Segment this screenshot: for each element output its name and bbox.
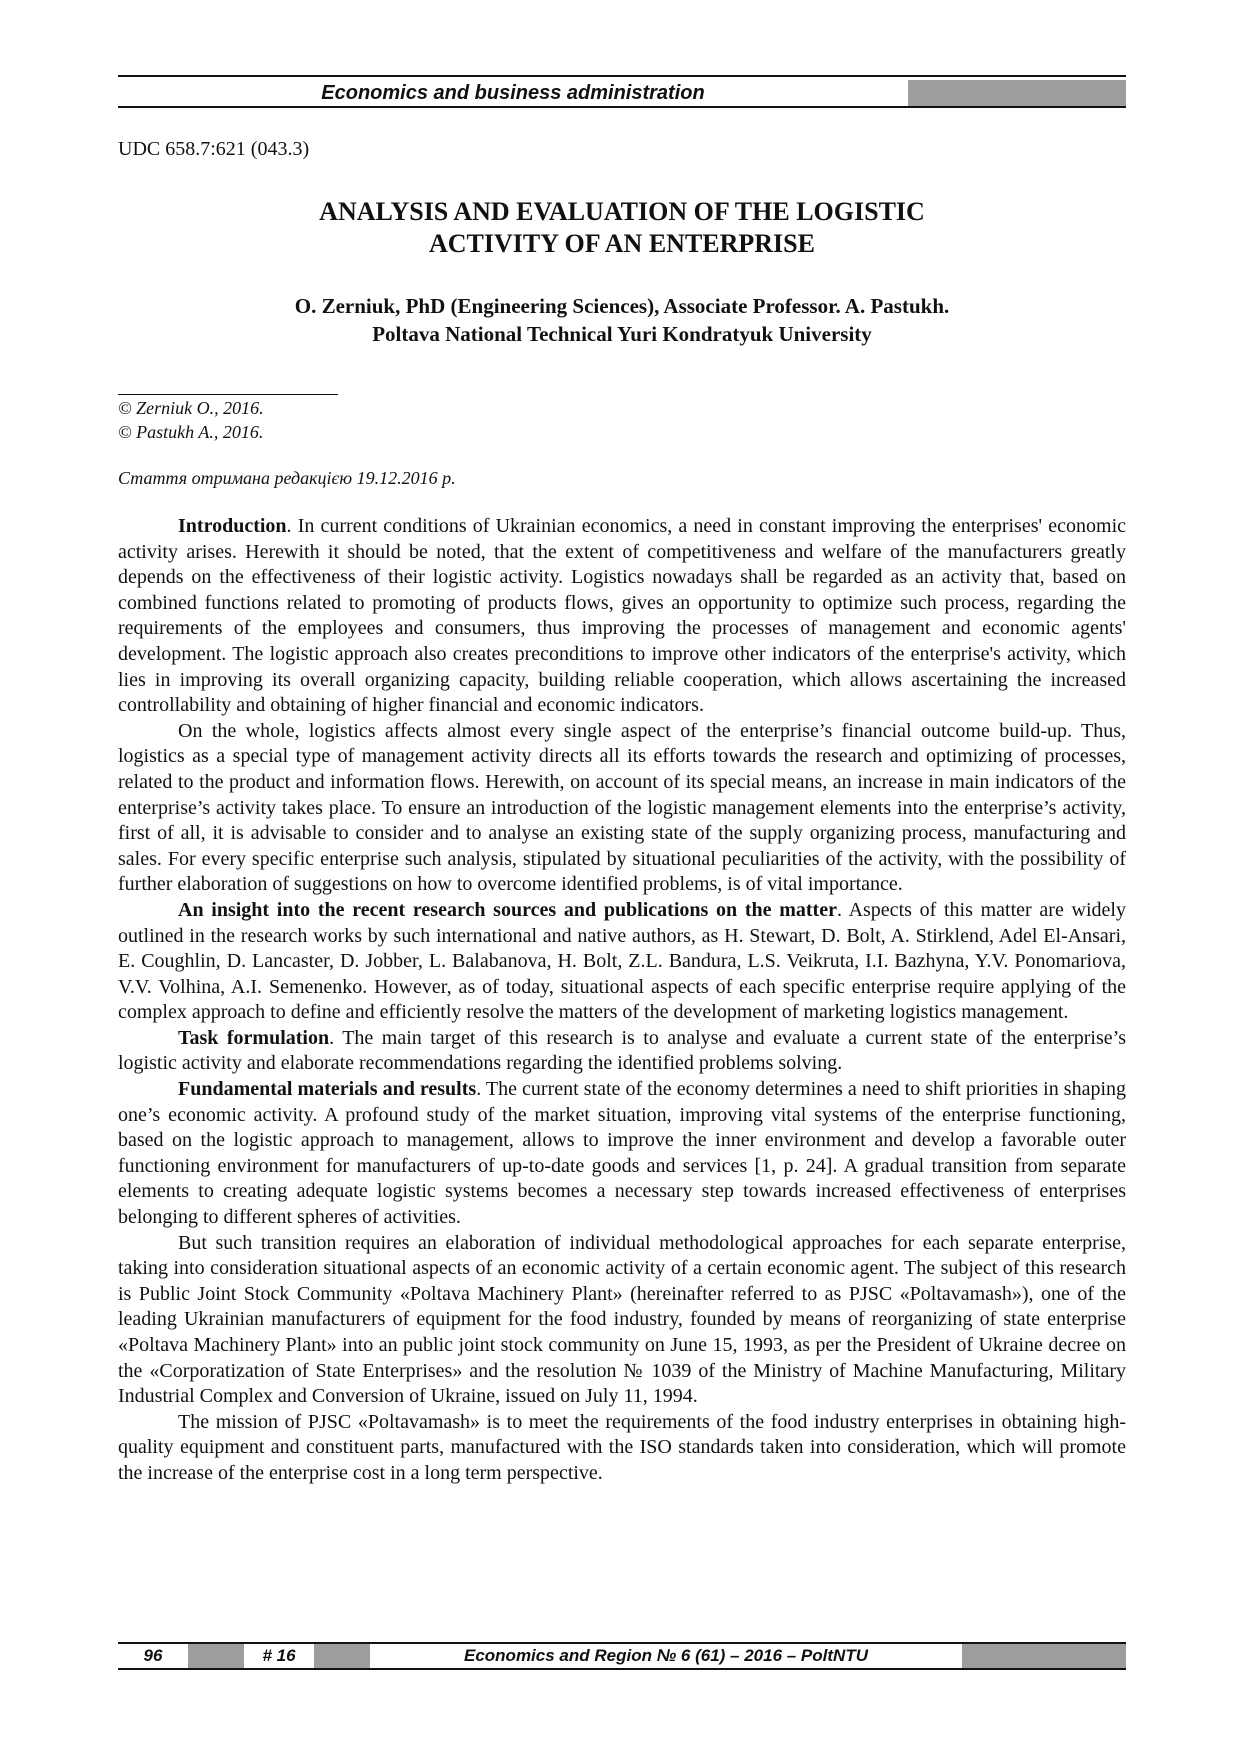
body-paragraph bbox=[118, 719, 1126, 898]
section-lead: Fundamental materials and results bbox=[178, 1078, 477, 1101]
paragraph-text: But such transition requires an elaboration of individual methodological approaches for each separate enterprise, taking into consideration situational aspects of an economic activity of a certain economic agent. The subject of this research is Public Joint Stock Community «Poltava Machinery Plant» (hereinafter referred to as PJSC «Poltavamash»), one of the leading Ukrainian manufacturers of equipment for the food industry, founded by means of reorganizing of state enterprise «Poltava Machinery Plant» into an public joint stock community on June 15, 1993, as per the President of Ukraine decree on the «Corporatization of State Enterprises» and the resolution № 1039 of the Ministry of Machine Manufacturing, Military Industrial Complex and Conversion of Ukraine, issued on July 11, 1994. bbox=[118, 1231, 1126, 1408]
section-lead: Task formulation bbox=[178, 1026, 330, 1049]
body-paragraph bbox=[118, 1410, 1126, 1487]
udc-code: UDC 658.7:621 (043.3) bbox=[118, 138, 310, 160]
paragraph-text: . The main target of this research is to analyse and evaluate a current state of the enterprise’s logistic activity and elaborate recommendations regarding the identified problems solving. bbox=[118, 1026, 1126, 1075]
paragraph-text: . In current conditions of Ukrainian economics, a need in constant improving the enterprises' economic activity arises. Herewith it should be noted, that the extent of competitiveness and welfare of the manufacturers greatly depends on the effectiveness of their logistic activity. Logistics nowadays shall be regarded as an activity that, based on combined functions related to promoting of products flows, gives an opportunity to optimize such process, regarding the requirements of the employees and consumers, thus improving the processes of management and economic agents' development. The logistic approach also creates preconditions to improve other indicators of the enterprise's activity, which lies in improving its overall organizing capacity, building reliable cooperation, which allows ascertaining the increased controllability and obtaining of higher financial and economic indicators. bbox=[118, 515, 1126, 717]
body-paragraph bbox=[118, 898, 1126, 1026]
body-paragraph bbox=[118, 1231, 1126, 1410]
body-paragraph bbox=[118, 514, 1126, 719]
journal-name: Economics and Region № 6 (61) – 2016 – PoltNTU bbox=[464, 1646, 868, 1665]
footer-shade-block bbox=[188, 1644, 244, 1668]
page-number: 96 bbox=[143, 1646, 163, 1665]
authors-line: O. Zerniuk, PhD (Engineering Sciences), Associate Professor. A. Pastukh. bbox=[294, 294, 950, 318]
article-title bbox=[118, 196, 1126, 260]
paragraph-text: The mission of PJSC «Poltavamash» is to meet the requirements of the food industry enterprises in obtaining high-quality equipment and constituent parts, manufactured with the ISO standards taken into consideration, which will promote the increase of the enterprise cost in a long term perspective. bbox=[118, 1410, 1126, 1484]
running-footer bbox=[118, 1642, 1126, 1670]
running-header bbox=[118, 80, 1126, 108]
section-lead: An insight into the recent research sources and publications on the matter bbox=[178, 898, 837, 921]
header-shade-block bbox=[908, 80, 1126, 106]
article-title-line: ACTIVITY OF AN ENTERPRISE bbox=[429, 229, 815, 258]
copyright-line: © Pastukh A., 2016. bbox=[118, 422, 264, 442]
received-date-note: Стаття отримана редакцією 19.12.2016 р. bbox=[118, 468, 456, 488]
paragraph-text: On the whole, logistics affects almost every single aspect of the enterprise’s financial outcome build-up. Thus, logistics as a special type of management activity directs all its efforts towards the research and optimizing of processes, related to the product and information flows. Herewith, on account of its special means, an increase in main indicators of the enterprise’s activity takes place. To ensure an introduction of the logistic management elements into the enterprise’s activity, first of all, it is advisable to consider and to analyse an existing state of the supply organizing process, manufacturing and sales. For every specific enterprise such analysis, stipulated by situational peculiarities of the activity, with the possibility of further elaboration of suggestions on how to overcome identified problems, is of vital importance. bbox=[118, 719, 1126, 896]
paragraph-text: . Aspects of this matter are widely outlined in the research works by such international and native authors, as H. Stewart, D. Bolt, A. Stirklend, Adel El-Ansari, E. Coughlin, D. Lancaster, D. Jobber, L. Balabanova, H. Bolt, Z.L. Bandura, L.S. Veikruta, I.I. Bazhyna, Y.V. Ponomariova, V.V. Volhina, A.I. Semenenko. However, as of today, situational aspects of each specific enterprise require applying of the complex approach to define and efficiently resolve the matters of the development of marketing logistics management. bbox=[118, 898, 1126, 1024]
footer-shade-block bbox=[314, 1644, 370, 1668]
issue-number: # 16 bbox=[262, 1646, 296, 1665]
copyright-line: © Zerniuk O., 2016. bbox=[118, 398, 264, 418]
paragraph-text: . The current state of the economy determines a need to shift priorities in shaping one’s economic activity. A profound study of the market situation, improving vital systems of the enterprise functioning, based on the logistic approach to management, allows to improve the inner environment and develop a favorable outer functioning environment for manufacturers of up-to-date goods and services [1, p. 24]. A gradual transition from separate elements to creating adequate logistic systems becomes a necessary step towards increased effectiveness of enterprises belonging to different spheres of activities. bbox=[118, 1078, 1127, 1229]
section-lead: Introduction bbox=[178, 515, 287, 537]
running-header-title: Economics and business administration bbox=[321, 82, 705, 104]
header-top-rule bbox=[118, 75, 1126, 77]
authors-block bbox=[118, 292, 1126, 348]
body-paragraph bbox=[118, 1077, 1126, 1231]
body-paragraph bbox=[118, 1026, 1126, 1077]
affiliation-line: Poltava National Technical Yuri Kondratyuk University bbox=[372, 322, 872, 346]
footer-shade-block bbox=[962, 1644, 1126, 1668]
footnote-rule bbox=[118, 394, 338, 395]
article-title-line: ANALYSIS AND EVALUATION OF THE LOGISTIC bbox=[319, 197, 925, 226]
article-body bbox=[118, 514, 1126, 1487]
